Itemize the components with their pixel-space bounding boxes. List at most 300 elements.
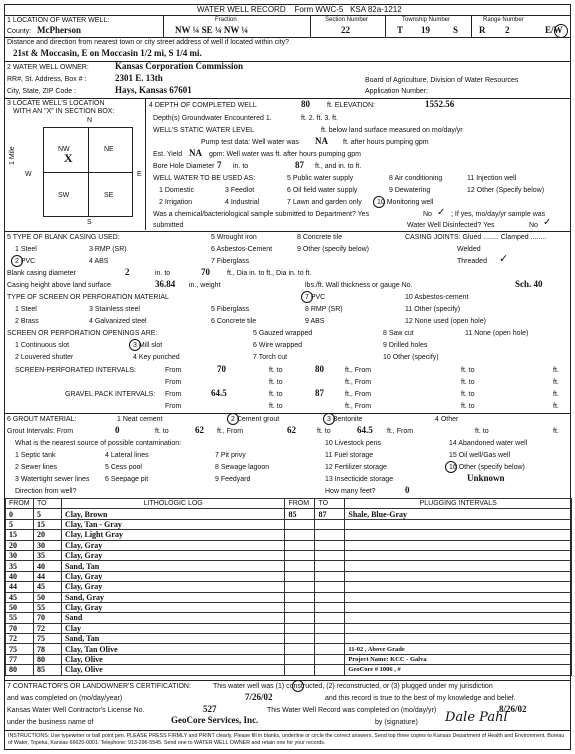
log-from-cell: 44	[6, 582, 34, 592]
elevation-value: 1552.56	[425, 99, 455, 109]
log-plug-to-cell	[315, 582, 345, 592]
contam-9[interactable]: 9 Feedyard	[215, 476, 251, 483]
contam-12[interactable]: 12 Fertilizer storage	[325, 464, 387, 471]
log-lithology-cell: Clay, Olive	[61, 665, 285, 675]
gravel-from-value: 64.5	[211, 388, 227, 398]
unknown-value: Unknown	[467, 473, 505, 483]
log-from-cell: 77	[6, 654, 34, 664]
township-label: Township Number	[402, 17, 451, 23]
owner-value: Kansas Corporation Commission	[115, 61, 244, 71]
board-label: Board of Agriculture, Division of Water Resources	[365, 77, 519, 84]
completed-tail: and this record is true to the best of my knowledge and belief.	[325, 695, 516, 702]
opening-11[interactable]: 11 None (open hole)	[465, 330, 529, 337]
diam-mid: in. to	[155, 270, 171, 277]
cert-text: This water well was (1) constructed, (2) reconstructed, or (3) plugged under my jurisdiction	[213, 683, 493, 690]
use-9[interactable]: 9 Dewatering	[389, 187, 431, 194]
log-header-row	[6, 499, 572, 509]
grout-1[interactable]: 1 Neat cement	[117, 416, 163, 423]
quad-se: SE	[104, 192, 114, 199]
log-plug-from-cell	[285, 571, 315, 581]
city-label: City, State, ZIP Code :	[7, 88, 76, 95]
contam-16-circle	[445, 461, 457, 473]
use-2[interactable]: 2 Irrigation	[159, 199, 193, 206]
height-label: Casing height above land surface	[7, 282, 111, 289]
log-lithologic-header: LITHOLOGIC LOG	[61, 499, 285, 509]
compass-n: N	[87, 117, 93, 124]
completed-value: 7/26/02	[245, 692, 273, 702]
use-label: WELL WATER TO BE USED AS:	[153, 175, 256, 182]
screen-12[interactable]: 12 None used (open hole)	[405, 318, 486, 325]
screen-3[interactable]: 3 Stainless steel	[89, 306, 140, 313]
perf-to2-label-2: ft. to	[461, 379, 475, 386]
use-1[interactable]: 1 Domestic	[159, 187, 195, 194]
log-lithology-cell: Clay	[61, 623, 285, 633]
log-lithology-cell: Clay, Gray	[61, 550, 285, 560]
log-plugging-cell	[345, 550, 572, 560]
bore-tail: ft., and in. to ft.	[315, 163, 362, 170]
welded-label[interactable]: Welded	[457, 246, 481, 253]
use-7[interactable]: 7 Lawn and garden only	[287, 199, 362, 206]
log-plug-to-cell	[315, 665, 345, 675]
completed-label: and was completed on (mo/day/year)	[7, 695, 123, 702]
screen-6[interactable]: 6 Concrete tile	[211, 318, 257, 325]
gravel-to-value: 87	[315, 388, 324, 398]
log-plugging-cell	[345, 592, 572, 602]
table-row	[6, 582, 572, 592]
grout-2[interactable]: 2 Cement grout	[231, 416, 280, 423]
grout-3-circle	[323, 413, 335, 425]
address-label: RR#, St. Address, Box # :	[7, 76, 87, 83]
casing-1[interactable]: 1 Steel	[15, 246, 37, 253]
log-to-cell: 78	[33, 644, 61, 654]
license-mid: This Water Well Record was completed on (mo/day/yr)	[267, 707, 437, 714]
log-table	[5, 498, 572, 676]
grout3-from-label: ft., From	[387, 428, 414, 435]
screen-2[interactable]: 2 Brass	[15, 318, 39, 325]
log-lithology-cell: Sand, Tan	[61, 634, 285, 644]
county-label: County:	[7, 28, 32, 35]
log-from-cell: 55	[6, 613, 34, 623]
gravel-to2-label-2: ft. to	[461, 403, 475, 410]
log-plug-from-cell	[285, 665, 315, 675]
contam-3[interactable]: 3 Watertight sewer lines	[15, 476, 90, 483]
log-plugging-cell: Project Name: KCC - Galva	[345, 654, 572, 664]
contam-15[interactable]: 15 Oil well/Gas well	[449, 452, 511, 459]
log-plugging-cell: 11-02 , Above Grade	[345, 644, 572, 654]
range-value: 2	[505, 25, 510, 35]
grout3-to-label: ft. to	[475, 428, 489, 435]
log-plugging-cell	[345, 613, 572, 623]
table-row	[6, 519, 572, 529]
pump-label: Pump test data: Well water was	[201, 139, 299, 146]
gravel-ft-end: ft.	[553, 391, 559, 398]
log-plug-from-cell	[285, 602, 315, 612]
log-from-cell: 50	[6, 602, 34, 612]
log-plug-to-cell	[315, 592, 345, 602]
table-row	[6, 540, 572, 550]
compass-w: W	[25, 171, 32, 178]
diam-tail: ft., Dia in. to ft., Dia in. to ft.	[227, 270, 312, 277]
perf-label: SCREEN-PERFORATED INTERVALS:	[15, 367, 136, 374]
log-plugging-cell	[345, 519, 572, 529]
water-well-record-form	[4, 4, 571, 750]
contam-13[interactable]: 13 Insecticide storage	[325, 476, 394, 483]
record-date: 8/26/02	[499, 704, 527, 714]
location-mark: X	[64, 151, 73, 165]
openings-label: SCREEN OR PERFORATION OPENINGS ARE:	[7, 330, 158, 337]
opening-3-circle	[129, 339, 141, 351]
log-to-cell: 80	[33, 654, 61, 664]
owner-label: 2 WATER WELL OWNER:	[7, 64, 89, 71]
casing-8[interactable]: 8 Concrete tile	[297, 234, 343, 241]
log-plugging-cell	[345, 602, 572, 612]
grout2-to-label: ft. to	[317, 428, 331, 435]
gravel-from2-label: ft., From	[345, 391, 372, 398]
depth-label: 4 DEPTH OF COMPLETED WELL	[149, 102, 257, 109]
opening-2[interactable]: 2 Louvered shutter	[15, 354, 74, 361]
diam-label: Blank casing diameter	[7, 270, 76, 277]
log-plug-from-cell	[285, 654, 315, 664]
log-from-header: FROM	[6, 499, 34, 509]
log-plugging-cell	[345, 530, 572, 540]
log-to-cell: 75	[33, 634, 61, 644]
grout1-to: 62	[195, 425, 204, 435]
log-plugging-cell	[345, 623, 572, 633]
table-row	[6, 623, 572, 633]
log-to-cell: 20	[33, 530, 61, 540]
use-6[interactable]: 6 Oil field water supply	[287, 187, 358, 194]
casing-4[interactable]: 4 ABS	[89, 258, 109, 265]
township-value: 19	[421, 25, 430, 35]
fraction-value: NW ¼ SE ¼ NW ¼	[175, 25, 249, 35]
gravel-to-label: ft. to	[269, 391, 283, 398]
diam-value: 2	[125, 267, 130, 277]
opening-10[interactable]: 10 Other (specify)	[383, 354, 439, 361]
log-plug-from-cell	[285, 623, 315, 633]
fraction-label: Fraction	[215, 17, 237, 23]
perf-to-value: 80	[315, 364, 324, 374]
section-box[interactable]	[43, 127, 133, 217]
chem-tail: ; If yes, mo/day/yr sample was	[451, 211, 546, 218]
casing-2[interactable]: 2 PVC	[15, 258, 36, 265]
log-from-cell: 72	[6, 634, 34, 644]
township-s: S	[453, 25, 459, 35]
log-plug-from-cell	[285, 530, 315, 540]
locate-title-1: 3 LOCATE WELL'S LOCATION	[7, 100, 105, 107]
perf-to2-label: ft. to	[461, 367, 475, 374]
pump-tail: ft. after hours pumping gpm	[343, 139, 429, 146]
table-row	[6, 654, 572, 664]
grout2-from: 62	[287, 425, 296, 435]
perf-ft-end: ft.	[553, 367, 559, 374]
log-from-cell: 70	[6, 623, 34, 633]
perf-from-label: From	[165, 367, 182, 374]
form-title: WATER WELL RECORD Form WWC-5 KSA 82a-1212	[197, 5, 402, 14]
log-from-cell: 80	[6, 665, 34, 675]
table-row	[6, 602, 572, 612]
log-plugging-cell	[345, 634, 572, 644]
table-row	[6, 665, 572, 675]
log-from-cell: 0	[6, 509, 34, 519]
bore-to: 87	[295, 160, 304, 170]
chem-check-icon: ✓	[437, 207, 446, 218]
opening-1[interactable]: 1 Continuous slot	[15, 342, 70, 349]
contam-2[interactable]: 2 Sewer lines	[15, 464, 58, 471]
casing-joints: CASING JOINTS: Glued ........ Clamped ........	[405, 234, 547, 241]
table-row	[6, 592, 572, 602]
signature-label: by (signature)	[375, 719, 418, 726]
contam-10[interactable]: 10 Livestock pens	[325, 440, 382, 447]
log-lithology-cell: Sand, Gray	[61, 592, 285, 602]
perf-to-label: ft. to	[269, 367, 283, 374]
gravel-to2-label: ft. to	[461, 391, 475, 398]
log-lithology-cell: Sand, Tan	[61, 561, 285, 571]
log-lithology-cell: Clay, Light Gray	[61, 530, 285, 540]
chem-no[interactable]: No	[423, 211, 432, 218]
casing-9[interactable]: 9 Other (specify below)	[297, 246, 369, 253]
range-r: R	[479, 25, 486, 35]
grout-intervals-label: Grout Intervals: From	[7, 428, 74, 435]
table-row	[6, 613, 572, 623]
log-lithology-cell: Clay, Gray	[61, 602, 285, 612]
screen-8[interactable]: 8 RMP (SR)	[305, 306, 343, 313]
casing-7[interactable]: 7 Fiberglass	[211, 258, 250, 265]
log-from-cell: 35	[6, 561, 34, 571]
table-row	[6, 561, 572, 571]
height-value: 36.84	[155, 279, 176, 289]
table-row	[6, 571, 572, 581]
table-row	[6, 644, 572, 654]
log-plugging-cell	[345, 540, 572, 550]
table-row	[6, 530, 572, 540]
log-to-cell: 5	[33, 509, 61, 519]
opening-5[interactable]: 5 Gauzed wrapped	[253, 330, 313, 337]
contam-14[interactable]: 14 Abandoned water well	[449, 440, 528, 447]
log-plug-to-cell	[315, 602, 345, 612]
grout-label: 6 GROUT MATERIAL:	[7, 416, 77, 423]
gravel-ft-end-2: ft.	[553, 403, 559, 410]
log-plugging-cell	[345, 571, 572, 581]
log-from-cell: 15	[6, 530, 34, 540]
log-plug-to-cell	[315, 644, 345, 654]
screen-10[interactable]: 10 Asbestos-cement	[405, 294, 469, 301]
log-lithology-cell: Clay, Olive	[61, 654, 285, 664]
grout2-to: 64.5	[357, 425, 373, 435]
quad-ne: NE	[104, 146, 114, 153]
log-from-cell: 75	[6, 644, 34, 654]
log-plugging-cell: Shale, Blue-Gray	[345, 509, 572, 519]
contam-4[interactable]: 4 Lateral lines	[105, 452, 149, 459]
gauge-value: Sch. 40	[515, 279, 543, 289]
casing-3[interactable]: 3 RMP (SR)	[89, 246, 127, 253]
log-to-cell: 15	[33, 519, 61, 529]
use-3[interactable]: 3 Feedlot	[225, 187, 255, 194]
locate-title-2: WITH AN "X" IN SECTION BOX:	[13, 108, 115, 115]
screen-11[interactable]: 11 Other (specify)	[405, 306, 461, 313]
contam-8[interactable]: 8 Sewage lagoon	[215, 464, 270, 471]
screen-4[interactable]: 4 Galvanized steel	[89, 318, 147, 325]
log-from-cell: 45	[6, 592, 34, 602]
gravel-label: GRAVEL PACK INTERVALS:	[65, 391, 156, 398]
screen-7[interactable]: 7 PVC	[305, 294, 326, 301]
log-plugging-cell	[345, 561, 572, 571]
casing-5[interactable]: 5 Wrought iron	[211, 234, 257, 241]
screen-9[interactable]: 9 ABS	[305, 318, 325, 325]
log-plug-from-cell	[285, 550, 315, 560]
log-plugging-header: PLUGGING INTERVALS	[345, 499, 572, 509]
section-value: 22	[341, 25, 350, 35]
contam-11[interactable]: 11 Fuel storage	[325, 452, 374, 459]
mile-label: 1 Mile	[9, 146, 16, 165]
feet-value: 0	[405, 485, 410, 495]
grout1-from: 0	[115, 425, 120, 435]
log-plug-to-cell	[315, 540, 345, 550]
compass-s: S	[87, 219, 92, 226]
chem-label: Was a chemical/bacteriological sample submitted to Department? Yes	[153, 211, 370, 218]
log-plug-to-cell	[315, 550, 345, 560]
contam-6[interactable]: 6 Seepage pit	[105, 476, 149, 483]
opening-7[interactable]: 7 Torch cut	[253, 354, 288, 361]
use-12[interactable]: 12 Other (Specify below)	[467, 187, 545, 194]
use-11[interactable]: 11 Injection well	[467, 175, 517, 182]
log-plug-from-cell	[285, 634, 315, 644]
log-lithology-cell: Clay, Gray	[61, 571, 285, 581]
perf-from2-label-2: ft., From	[345, 379, 372, 386]
grout2-from-label: ft., From	[217, 428, 244, 435]
pump-value: NA	[315, 136, 328, 146]
log-to-cell: 70	[33, 613, 61, 623]
opening-9[interactable]: 9 Drilled holes	[383, 342, 428, 349]
submitted-label: submitted	[153, 222, 184, 229]
disinfected-no[interactable]: No	[529, 222, 538, 229]
log-plug-to-cell	[315, 654, 345, 664]
instructions: INSTRUCTIONS: Use typewriter or ball point pen. PLEASE PRESS FIRMLY and PRINT clearly. Please fill in blanks, underline or circle the correct answers. Send top three copies to Kansas Department of Health and Environment, Bureau of Water, Topeka, Kansas 66620-0001. Telephone: 913-296-5545. Send one to WATER WELL OWNER and retain one for your records.	[8, 733, 565, 746]
casing-6[interactable]: 6 Asbestos-Cement	[211, 246, 273, 253]
screen-1[interactable]: 1 Steel	[15, 306, 37, 313]
gravel-to-label-2: ft. to	[269, 403, 283, 410]
log-plug-from-cell	[285, 592, 315, 602]
height-mid: in., weight	[189, 282, 221, 289]
contam-label: What is the nearest source of possible contamination:	[15, 440, 182, 447]
section-label: Section Number	[325, 17, 369, 23]
contam-1[interactable]: 1 Septic tank	[15, 452, 56, 459]
address-value: 2301 E. 13th	[115, 73, 163, 83]
gravel-from-label-2: From	[165, 403, 182, 410]
log-to-cell: 35	[33, 550, 61, 560]
diam-to: 70	[201, 267, 210, 277]
grout-3[interactable]: 3 Bentonite	[327, 416, 363, 423]
log-plug-to-cell	[315, 634, 345, 644]
log-to-cell: 45	[33, 582, 61, 592]
log-plug-from-cell	[285, 519, 315, 529]
log-lithology-cell: Sand	[61, 613, 285, 623]
opening-3[interactable]: 3 Mill slot	[133, 342, 163, 349]
bore-mid: in. to	[233, 163, 249, 170]
log-from-cell: 40	[6, 571, 34, 581]
log-plug-from-cell	[285, 644, 315, 654]
quad-sw: SW	[58, 192, 70, 199]
height-tail: lbs./ft. Wall thickness or gauge No.	[305, 282, 413, 289]
log-plug-from-cell	[285, 561, 315, 571]
perf-ft-end-2: ft.	[553, 379, 559, 386]
bore-diameter: 7	[217, 160, 222, 170]
screen-7-circle	[301, 291, 313, 303]
yield-tail: gpm: Well water was ft. after hours pumping gpm	[209, 151, 361, 158]
city-value: Hays, Kansas 67601	[115, 85, 192, 95]
county-value: McPherson	[37, 25, 81, 35]
opening-6[interactable]: 6 Wire wrapped	[253, 342, 303, 349]
yield-label: Est. Yield	[153, 151, 183, 158]
log-lithology-cell: Clay, Brown	[61, 509, 285, 519]
disinfected-label: Water Well Disinfected? Yes	[407, 222, 495, 229]
feet-label: How many feet?	[325, 488, 376, 495]
yield-value: NA	[189, 148, 202, 158]
log-plug-to-cell	[315, 519, 345, 529]
perf-to-label-2: ft. to	[269, 379, 283, 386]
direction-label: Direction from well?	[15, 488, 77, 495]
contam-7[interactable]: 7 Pit privy	[215, 452, 246, 459]
log-lithology-cell: Clay, Tan - Gray	[61, 519, 285, 529]
log-to-cell: 50	[33, 592, 61, 602]
perf-from-label-2: From	[165, 379, 182, 386]
opening-8[interactable]: 8 Saw cut	[383, 330, 414, 337]
business-value: GeoCore Services, Inc.	[171, 715, 259, 725]
signature: Dale Pahl	[445, 710, 508, 725]
quad-nw: NW	[58, 146, 70, 153]
log-lithology-cell: Clay, Gray	[61, 582, 285, 592]
contam-16[interactable]: 16 Other (specify below)	[449, 464, 525, 471]
grout-4[interactable]: 4 Other	[435, 416, 459, 423]
use-4[interactable]: 4 Industrial	[225, 199, 260, 206]
perf-from-value: 70	[217, 364, 226, 374]
log-from-cell: 30	[6, 550, 34, 560]
gw-label: Depth(s) Groundwater Encountered 1.	[153, 115, 272, 122]
log-plug-to-cell: 87	[315, 509, 345, 519]
use-8[interactable]: 8 Air conditioning	[389, 175, 443, 182]
sec1-title: 1 LOCATION OF WATER WELL:	[7, 17, 110, 24]
static-tail: ft. below land surface measured on mo/day/yr	[321, 127, 463, 134]
table-row	[6, 634, 572, 644]
license-value: 527	[203, 704, 217, 714]
distance-value: 21st & Moccasin, E on Moccasin 1/2 mi, S 1/4 mi.	[13, 48, 202, 58]
elevation-label: ft. ELEVATION:	[327, 102, 375, 109]
log-to-cell: 44	[33, 571, 61, 581]
opening-4[interactable]: 4 Key punched	[133, 354, 180, 361]
gravel-from2-label-2: ft., From	[345, 403, 372, 410]
log-to-cell: 40	[33, 561, 61, 571]
contam-5[interactable]: 5 Cess pool	[105, 464, 142, 471]
log-plug-from-header: FROM	[285, 499, 315, 509]
casing-label: 5 TYPE OF BLANK CASING USED:	[7, 234, 120, 241]
log-lithology-cell: Clay, Tan Olive	[61, 644, 285, 654]
use-10[interactable]: 10 Monitoring well	[377, 199, 434, 206]
disinfected-check-icon: ✓	[543, 217, 552, 228]
log-to-cell: 85	[33, 665, 61, 675]
screen-5[interactable]: 5 Fiberglass	[211, 306, 250, 313]
business-label: under the business name of	[7, 719, 94, 726]
threaded-label[interactable]: Threaded	[457, 258, 487, 265]
township-t: T	[397, 25, 404, 35]
depth-value: 80	[301, 99, 310, 109]
log-plug-to-cell	[315, 561, 345, 571]
log-lithology-cell: Clay, Gray	[61, 540, 285, 550]
application-label: Application Number:	[365, 88, 429, 95]
bore-label: Bore Hole Diameter	[153, 163, 215, 170]
use-5[interactable]: 5 Public water supply	[287, 175, 354, 182]
cert-label: 7 CONTRACTOR'S OR LANDOWNER'S CERTIFICATION:	[7, 683, 191, 690]
log-plug-to-cell	[315, 571, 345, 581]
static-label: WELL'S STATIC WATER LEVEL	[153, 127, 255, 134]
